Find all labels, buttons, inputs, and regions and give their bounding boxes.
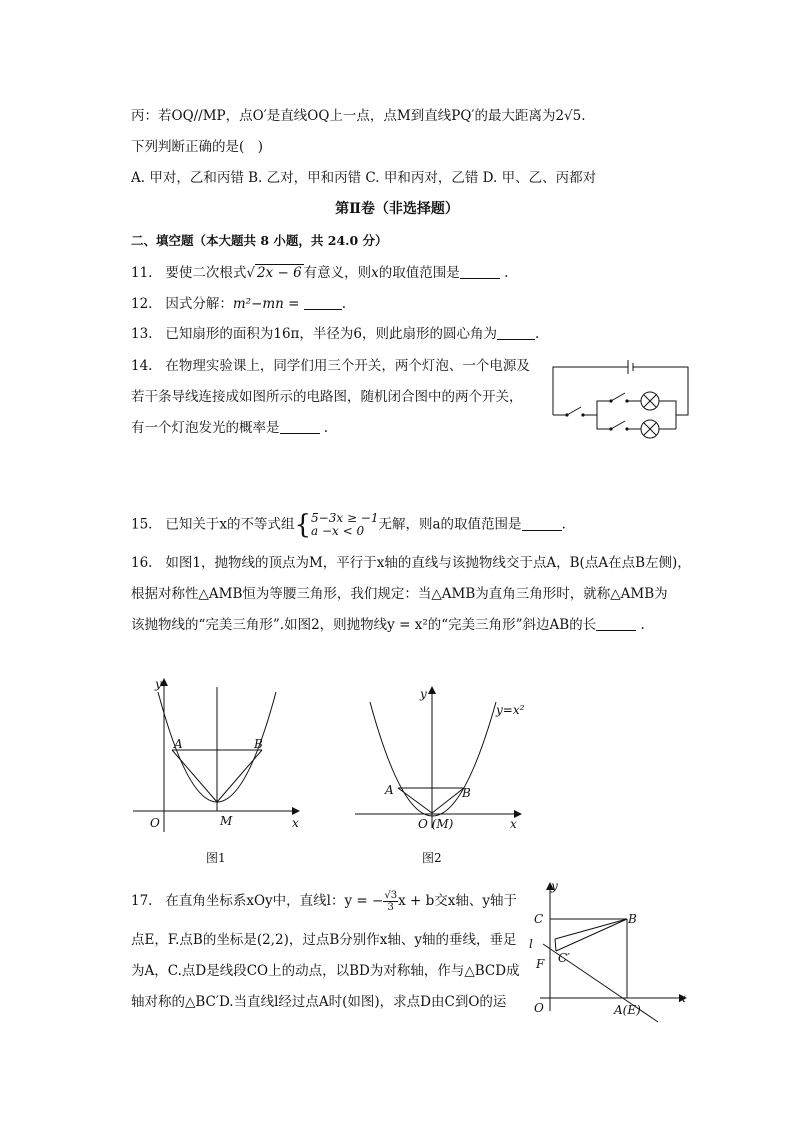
fig17-segment-DCprime xyxy=(555,939,556,951)
figure-1 xyxy=(128,672,308,872)
q14-text-3: 有一个灯泡发光的概率是 xyxy=(131,420,280,436)
q13-text: 已知扇形的面积为16π，半径为6，则此扇形的圆心角为 xyxy=(165,326,497,342)
answer-options: A. 甲对，乙和丙错 B. 乙对，甲和丙错 C. 甲和丙对，乙错 D. 甲、乙、丙都对 xyxy=(131,170,597,186)
q12-text: 因式分解： xyxy=(165,296,233,312)
wire-top-left xyxy=(553,367,628,415)
q11-text-b: 有意义，则 xyxy=(303,265,372,281)
fig17-label-x: x xyxy=(679,991,686,1005)
q17-frac-num: √3 xyxy=(384,890,398,901)
q11-text-c: 的取值范围是 xyxy=(378,265,460,281)
fig1-label-y: y xyxy=(155,677,162,691)
fig1-caption: 图1 xyxy=(206,851,226,865)
fig2-label-OM: O (M) xyxy=(418,817,454,831)
q15-blank[interactable] xyxy=(522,518,562,531)
q11-blank[interactable] xyxy=(460,266,500,279)
circuit-diagram xyxy=(545,355,695,447)
fig17-label-l: l xyxy=(529,937,533,951)
fig1-segment-BM xyxy=(217,750,262,802)
question-17-line1 xyxy=(131,889,517,913)
question-13: 13. 已知扇形的面积为16π，半径为6，则此扇形的圆心角为 . xyxy=(131,326,540,342)
fig17-label-C: C xyxy=(534,912,544,926)
fig17-label-AE: A(E) xyxy=(614,1003,641,1017)
fig17-label-F: F xyxy=(536,957,545,971)
q15-inequality-2: a −x < 0 xyxy=(311,524,365,538)
fig2-label-y: y xyxy=(420,687,427,701)
fig2-segment-AO xyxy=(398,788,432,813)
switch-2-blade xyxy=(611,393,625,401)
section-heading: 二、填空题（本大题共 8 小题，共 24.0 分） xyxy=(131,233,388,248)
wire-to-upper-branch xyxy=(583,401,611,415)
figure-17 xyxy=(525,876,700,1026)
q12-blank[interactable] xyxy=(304,297,342,310)
fig1-label-B: B xyxy=(254,737,263,751)
q15-text-a: 已知关于x的不等式组 xyxy=(165,516,295,533)
line-bing: 丙：若OQ//MP，点O′是直线OQ上一点，点M到直线PQ′的最大距离为2√5. xyxy=(131,108,586,124)
question-15: 15. 已知关于x的不等式组{5−3x ≥ −1 a −x < 0 无解，则a的取值范围是 . xyxy=(131,510,566,540)
fig17-label-Cprime: C′ xyxy=(558,951,570,965)
q11-radicand: 2x − 6 xyxy=(256,265,302,281)
q15-inequality-1: 5−3x ≥ −1 xyxy=(311,511,379,525)
q16-text-3: 该抛物线的“完美三角形”.如图2，则抛物线y = x²的“完美三角形”斜边AB的长 xyxy=(131,617,597,633)
q17-text-1b: x + b交x轴、y轴于 xyxy=(398,893,517,909)
q14-blank[interactable] xyxy=(280,421,320,434)
fig1-label-x: x xyxy=(292,816,299,830)
question-16-line3: 该抛物线的“完美三角形”.如图2，则抛物线y = x²的“完美三角形”斜边AB的长 . xyxy=(131,617,645,633)
fig2-caption: 图2 xyxy=(422,851,442,865)
q17-text-3: 为A，C.点D是线段CO上的动点，以BD为对称轴，作与△BCD成 xyxy=(131,963,520,979)
fig17-label-B: B xyxy=(628,912,637,926)
fig1-label-M: M xyxy=(220,814,233,828)
q17-text-4: 轴对称的△BC′D.当直线l经过点A时(如图)，求点D由C到O的运 xyxy=(131,994,507,1010)
fig17-segment-BCprime xyxy=(556,919,627,951)
fig2-label-A: A xyxy=(385,783,394,797)
line-question: 下列判断正确的是( ) xyxy=(131,139,264,155)
q14-text-1: 在物理实验课上，同学们用三个开关，两个灯泡、一个电源及 xyxy=(165,358,530,374)
figure-2 xyxy=(350,680,565,872)
question-11: 11. 要使二次根式√ 2x − 6 有意义，则x的取值范围是 . xyxy=(131,265,509,281)
q12-expr: m²−mn = xyxy=(232,296,300,312)
q17-text-2: 点E，F.点B的坐标是(2,2)，过点B分别作x轴、y轴的垂线，垂足 xyxy=(131,932,517,948)
q17-text-1a: 在直角坐标系xOy中，直线l：y = − xyxy=(165,893,384,909)
q14-number: 14. xyxy=(131,358,153,374)
q17-number: 17. xyxy=(131,893,153,909)
q17-frac-den: 3 xyxy=(387,902,394,913)
fig17-label-O: O xyxy=(534,1001,544,1015)
fig17-label-y: y xyxy=(551,879,558,893)
question-14-line1 xyxy=(131,354,530,374)
q16-blank[interactable] xyxy=(596,618,636,631)
fig1-label-A: A xyxy=(174,737,183,751)
question-16-line1 xyxy=(131,551,691,571)
q15-text-b: 无解，则a的取值范围是 xyxy=(378,516,522,533)
q11-number: 11. xyxy=(131,265,153,281)
fig17-segment-BD xyxy=(555,919,627,939)
switch-1-blade xyxy=(567,407,581,415)
wire-top-right xyxy=(633,367,688,415)
q14-text-2: 若干条导线连接成如图所示的电路图，随机闭合图中的两个开关， xyxy=(131,389,523,405)
q16-text-1: 如图1，抛物线的顶点为M，平行于x轴的直线与该抛物线交于点A，B(点A在点B左侧)， xyxy=(165,555,691,571)
question-14-line3: 有一个灯泡发光的概率是 . xyxy=(131,420,329,436)
q13-number: 13. xyxy=(131,326,153,342)
q11-var: x xyxy=(371,265,379,281)
q12-number: 12. xyxy=(131,296,153,312)
q16-number: 16. xyxy=(131,555,153,571)
fig1-label-O: O xyxy=(150,816,160,830)
q11-text-a: 要使二次根式 xyxy=(165,265,247,281)
fig2-parabola xyxy=(370,702,496,816)
q15-number: 15. xyxy=(131,516,153,533)
q13-blank[interactable] xyxy=(497,327,535,340)
question-12: 12. 因式分解：m²−mn = . xyxy=(131,296,347,312)
fig1-segment-AM xyxy=(172,750,217,802)
wire-to-lower-branch xyxy=(597,415,611,429)
fig2-label-curve: y=x² xyxy=(496,703,525,717)
fig2-label-x: x xyxy=(510,817,517,831)
q16-text-2: 根据对称性△AMB恒为等腰三角形，我们规定：当△AMB为直角三角形时，就称△AMB为 xyxy=(131,586,668,602)
switch-3-blade xyxy=(611,421,625,429)
fig2-label-B: B xyxy=(462,786,471,800)
part-title: 第Ⅱ卷（非选择题） xyxy=(335,201,459,217)
